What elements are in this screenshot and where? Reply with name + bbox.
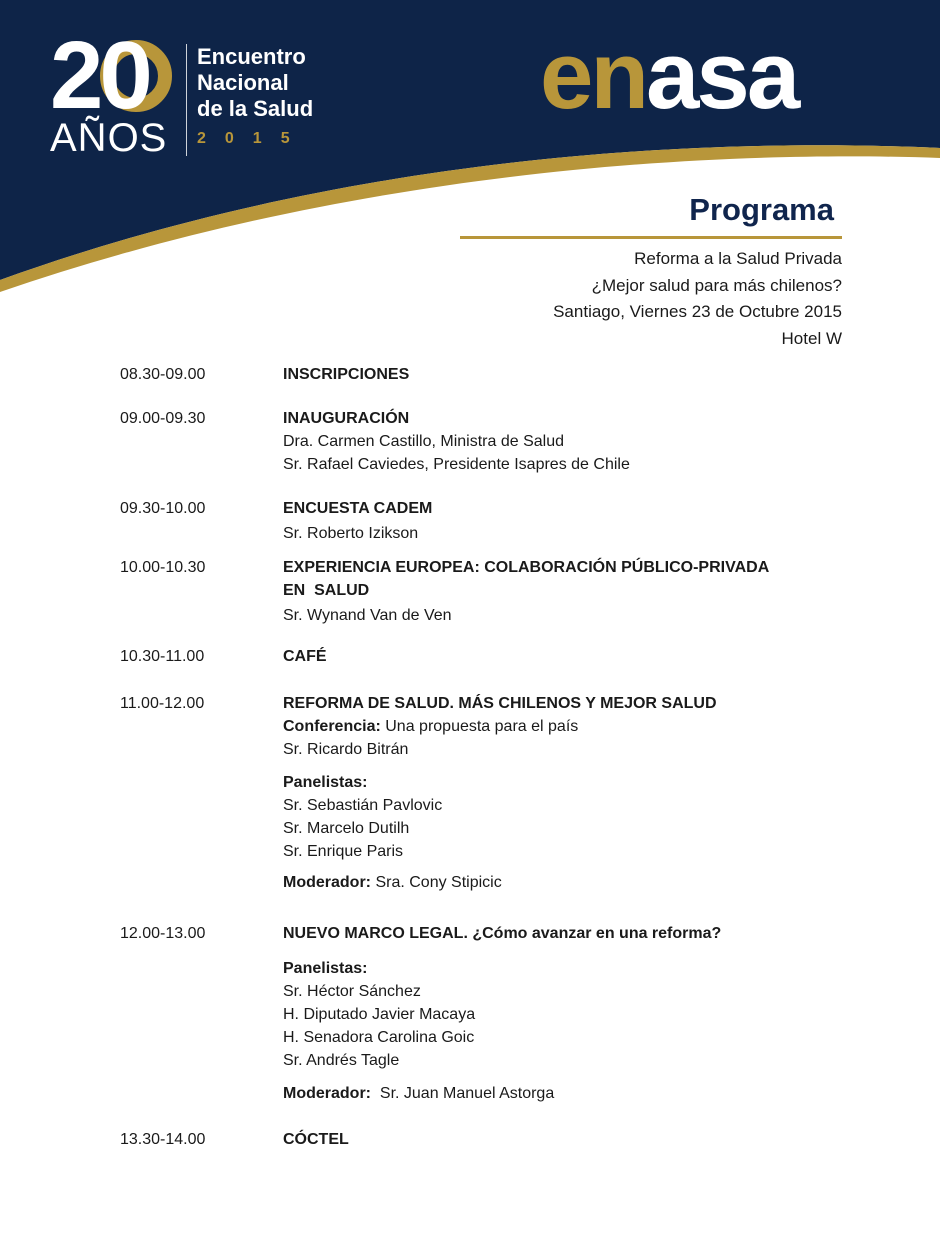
event-info [553, 246, 842, 352]
speaker: Sr. Rafael Caviedes, Presidente Isapres de Chile [283, 456, 630, 473]
logo-anos: AÑOS [50, 116, 168, 160]
event-date: Santiago, Viernes 23 de Octubre 2015 [553, 302, 842, 321]
panelist: Sr. Sebastián Pavlovic [283, 797, 443, 814]
event-name [197, 44, 313, 148]
slot-time: 13.30-14.00 [120, 1131, 206, 1148]
conference-text: Una propuesta para el país [380, 718, 579, 735]
moderator-name: Sr. Juan Manuel Astorga [371, 1085, 555, 1102]
slot-body [283, 407, 823, 476]
panelist: Sr. Andrés Tagle [283, 1052, 400, 1069]
slot-title: NUEVO MARCO LEGAL. ¿Cómo avanzar en una reforma? [283, 925, 722, 942]
enasa-logo-part2: asa [646, 22, 798, 129]
slot-body [283, 922, 823, 1105]
panel-label: Panelistas: [283, 774, 368, 791]
slot-time: 11.00-12.00 [120, 695, 205, 712]
slot-body [283, 645, 823, 668]
slot-body [283, 1128, 823, 1151]
panelist: Sr. Marcelo Dutilh [283, 820, 410, 837]
slot-title: INAUGURACIÓN [283, 410, 410, 427]
slot-time: 12.00-13.00 [120, 925, 206, 942]
moderator-line [283, 871, 823, 894]
slot-time: 09.00-09.30 [120, 410, 206, 427]
slot-time: 10.30-11.00 [120, 648, 205, 665]
subtitle: Reforma a la Salud Privada [634, 249, 842, 268]
event-name-line: de la Salud [197, 96, 314, 121]
logo-number: 20 [50, 22, 149, 129]
moderator-label: Moderador: [283, 1085, 371, 1102]
slot-body [283, 363, 823, 386]
moderator-line [283, 1082, 823, 1105]
slot-title: CAFÉ [283, 648, 327, 665]
conference-label: Conferencia: [283, 718, 381, 735]
slot-title: EXPERIENCIA EUROPEA: COLABORACIÓN PÚBLICO-PRIVADA [283, 559, 770, 576]
slot-title: CÓCTEL [283, 1131, 349, 1148]
panelist: Sr. Héctor Sánchez [283, 983, 421, 1000]
moderator-label: Moderador: [283, 874, 371, 891]
enasa-logo [540, 22, 798, 129]
event-name-line: Encuentro [197, 44, 306, 69]
panelist: H. Diputado Javier Macaya [283, 1006, 476, 1023]
panelist: H. Senadora Carolina Goic [283, 1029, 475, 1046]
slot-body [283, 556, 823, 627]
panelist: Sr. Enrique Paris [283, 843, 404, 860]
page-title: Programa [689, 192, 834, 227]
moderator-name: Sra. Cony Stipicic [371, 874, 502, 891]
event-name-line: Nacional [197, 70, 289, 95]
event-year: 2015 [197, 130, 309, 147]
slot-time: 10.00-10.30 [120, 559, 206, 576]
slot-title: REFORMA DE SALUD. MÁS CHILENOS Y MEJOR SALUD [283, 695, 717, 712]
slot-body [283, 497, 823, 545]
speaker: Sr. Roberto Izikson [283, 525, 419, 542]
enasa-logo-part1: en [540, 22, 647, 129]
conference-line [283, 715, 823, 738]
anniversary-logo [48, 22, 178, 164]
subtitle: ¿Mejor salud para más chilenos? [591, 275, 842, 295]
speaker: Sr. Ricardo Bitrán [283, 741, 409, 758]
speaker: Sr. Wynand Van de Ven [283, 607, 452, 624]
title-rule [460, 236, 842, 239]
speaker: Dra. Carmen Castillo, Ministra de Salud [283, 433, 564, 450]
slot-body [283, 692, 823, 894]
slot-time: 08.30-09.00 [120, 366, 206, 383]
slot-title-continued: EN SALUD [283, 582, 370, 599]
slot-time: 09.30-10.00 [120, 500, 206, 517]
event-venue: Hotel W [781, 328, 842, 348]
logo-divider [186, 44, 187, 156]
slot-title: ENCUESTA CADEM [283, 500, 433, 517]
slot-title: INSCRIPCIONES [283, 366, 410, 383]
panel-label: Panelistas: [283, 960, 368, 977]
